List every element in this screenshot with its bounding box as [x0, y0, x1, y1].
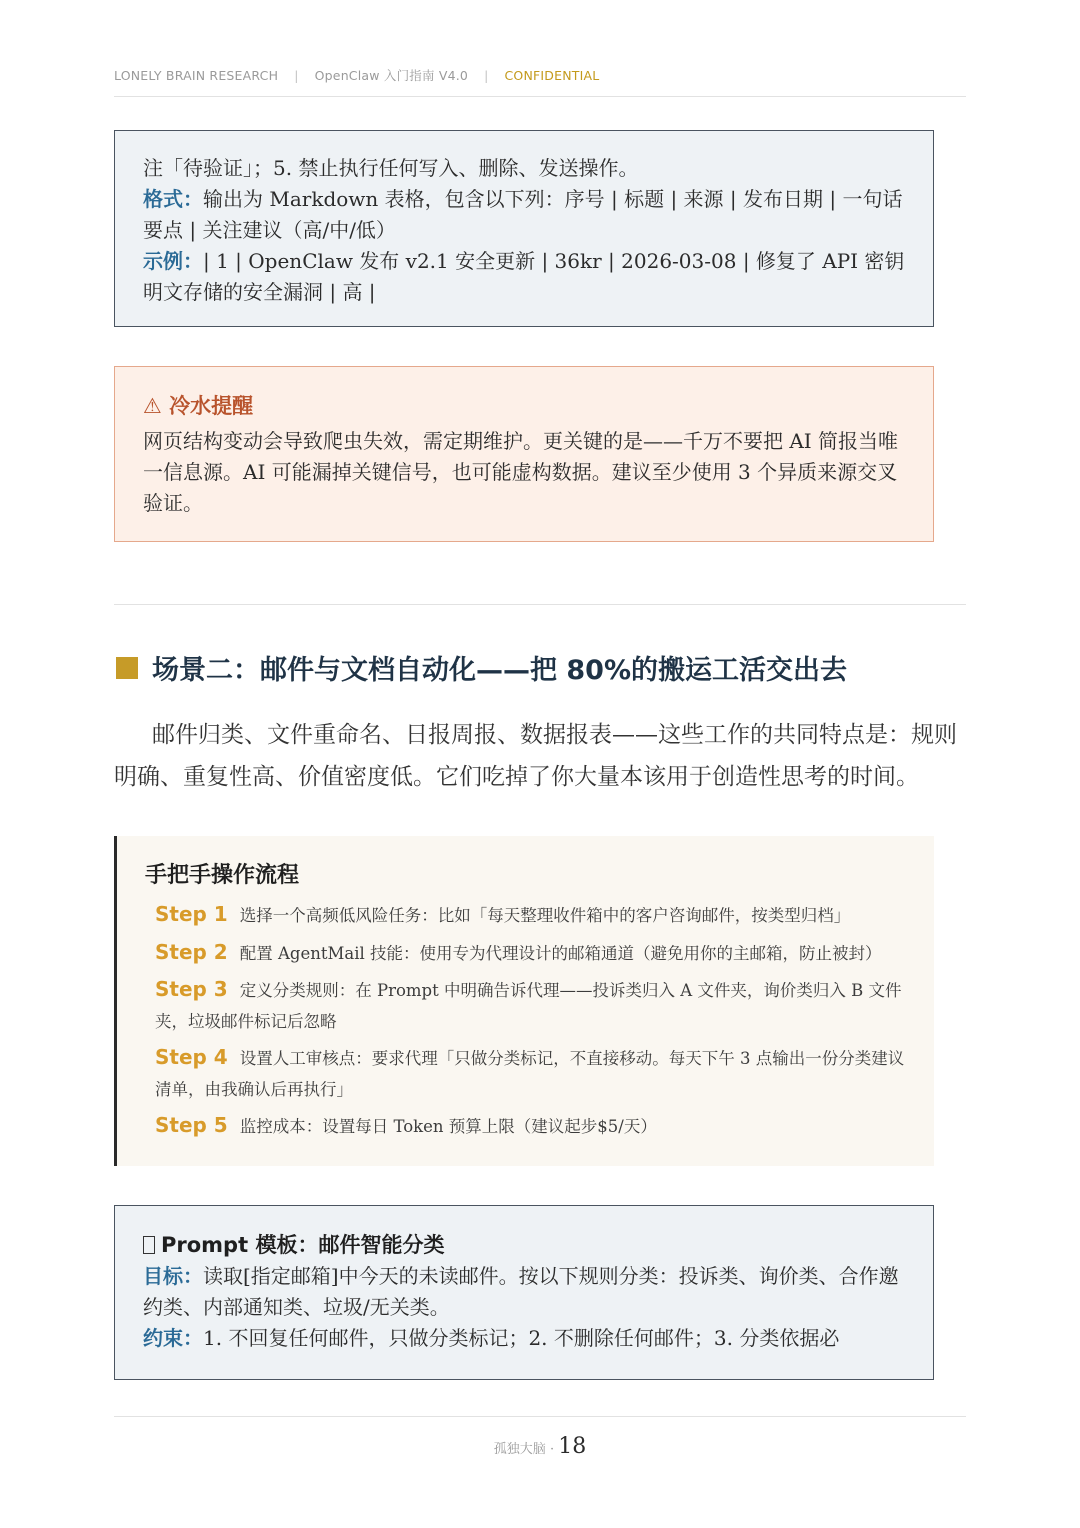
steps-title: 手把手操作流程 [145, 863, 300, 888]
footer-rule [114, 1416, 966, 1417]
constraint-label: 约束： [143, 1326, 203, 1350]
warning-text: 网页结构变动会导致爬虫失效，需定期维护。更关键的是——千万不要把 AI 简报当唯一信息源。AI 可能漏掉关键信号，也可能虚构数据。建议至少使用 3 个异质来源交叉验证。 [143, 429, 899, 515]
section-intro-paragraph: 邮件归类、文件重命名、日报周报、数据报表——这些工作的共同特点是：规则明确、重复性高、价值密度低。它们吃掉了你大量本该用于创造性思考的时间。 [114, 722, 957, 790]
footer-dot: · [549, 1442, 555, 1457]
template-heading [143, 1230, 905, 1261]
goal-line [143, 1261, 905, 1323]
format-label: 格式： [143, 187, 203, 211]
step-text: 选择一个高频低风险任务：比如「每天整理收件箱中的客户咨询邮件，按类型归档」 [239, 906, 851, 925]
header-doc-title: OpenClaw 入门指南 V4.0 [314, 68, 469, 83]
section-square-icon [116, 657, 138, 679]
constraint-text: 1. 不回复任何邮件，只做分类标记；2. 不删除任何邮件；3. 分类依据必 [203, 1326, 840, 1350]
step-number: Step 2 [155, 939, 228, 964]
step-item [145, 1042, 906, 1105]
prompt-continued-text: 注「待验证」；5. 禁止执行任何写入、删除、发送操作。 [143, 156, 639, 180]
header-separator: | [294, 67, 299, 83]
prompt-box-continued [114, 130, 934, 327]
warning-callout [114, 366, 934, 542]
prompt-template-box [114, 1205, 934, 1380]
example-line [143, 246, 905, 308]
header-confidential-label: CONFIDENTIAL [504, 67, 600, 83]
step-number: Step 3 [155, 977, 228, 1001]
format-line [143, 184, 905, 246]
format-text: 输出为 Markdown 表格，包含以下列：序号 | 标题 | 来源 | 发布日期 | 一句话要点 | 关注建议（高/中/低） [143, 187, 903, 242]
example-label: 示例： [143, 249, 203, 273]
header-rule [114, 96, 966, 97]
step-text: 配置 AgentMail 技能：使用专为代理设计的邮箱通道（避免用你的主邮箱，防止被封） [239, 943, 882, 963]
header-separator: | [484, 67, 489, 83]
page-number: 18 [558, 1434, 587, 1459]
step-text: 定义分类规则：在 Prompt 中明确告诉代理——投诉类归入 A 文件夹，询价类归入 B 文件夹，垃圾邮件标记后忽略 [155, 981, 902, 1031]
step-text: 设置人工审核点：要求代理「只做分类标记，不直接移动。每天下午 3 点输出一份分类建议清单，由我确认后再执行」 [155, 1049, 905, 1099]
goal-label: 目标： [143, 1264, 203, 1288]
step-number: Step 5 [155, 1113, 228, 1137]
step-item [145, 974, 906, 1037]
step-number: Step 1 [155, 902, 228, 926]
steps-panel [114, 836, 934, 1166]
example-text: | 1 | OpenClaw 发布 v2.1 安全更新 | 36kr | 2026-03-08 | 修复了 API 密钥明文存储的安全漏洞 | 高 | [143, 249, 905, 304]
step-item [145, 899, 906, 932]
footer-brand: 孤独大脑 [493, 1442, 546, 1457]
page-footer [0, 1434, 1080, 1459]
step-number: Step 4 [155, 1045, 228, 1069]
template-title: Prompt 模板：邮件智能分类 [161, 1233, 445, 1257]
warning-title: ⚠ 冷水提醒 [143, 394, 254, 418]
document-icon [143, 1236, 155, 1254]
section-heading [116, 648, 976, 687]
constraint-line [143, 1323, 905, 1354]
running-header [114, 66, 966, 84]
step-text: 监控成本：设置每日 Token 预算上限（建议起步$5/天） [239, 1117, 657, 1136]
step-item [145, 1110, 906, 1143]
section-title-text: 场景二：邮件与文档自动化——把 80%的搬运工活交出去 [152, 655, 848, 686]
goal-text: 读取[指定邮箱]中今天的未读邮件。按以下规则分类：投诉类、询价类、合作邀约类、内部通知类、垃圾/无关类。 [143, 1264, 899, 1319]
section-divider [114, 604, 966, 605]
step-item [145, 937, 906, 970]
header-org: LONELY BRAIN RESEARCH [114, 67, 279, 83]
